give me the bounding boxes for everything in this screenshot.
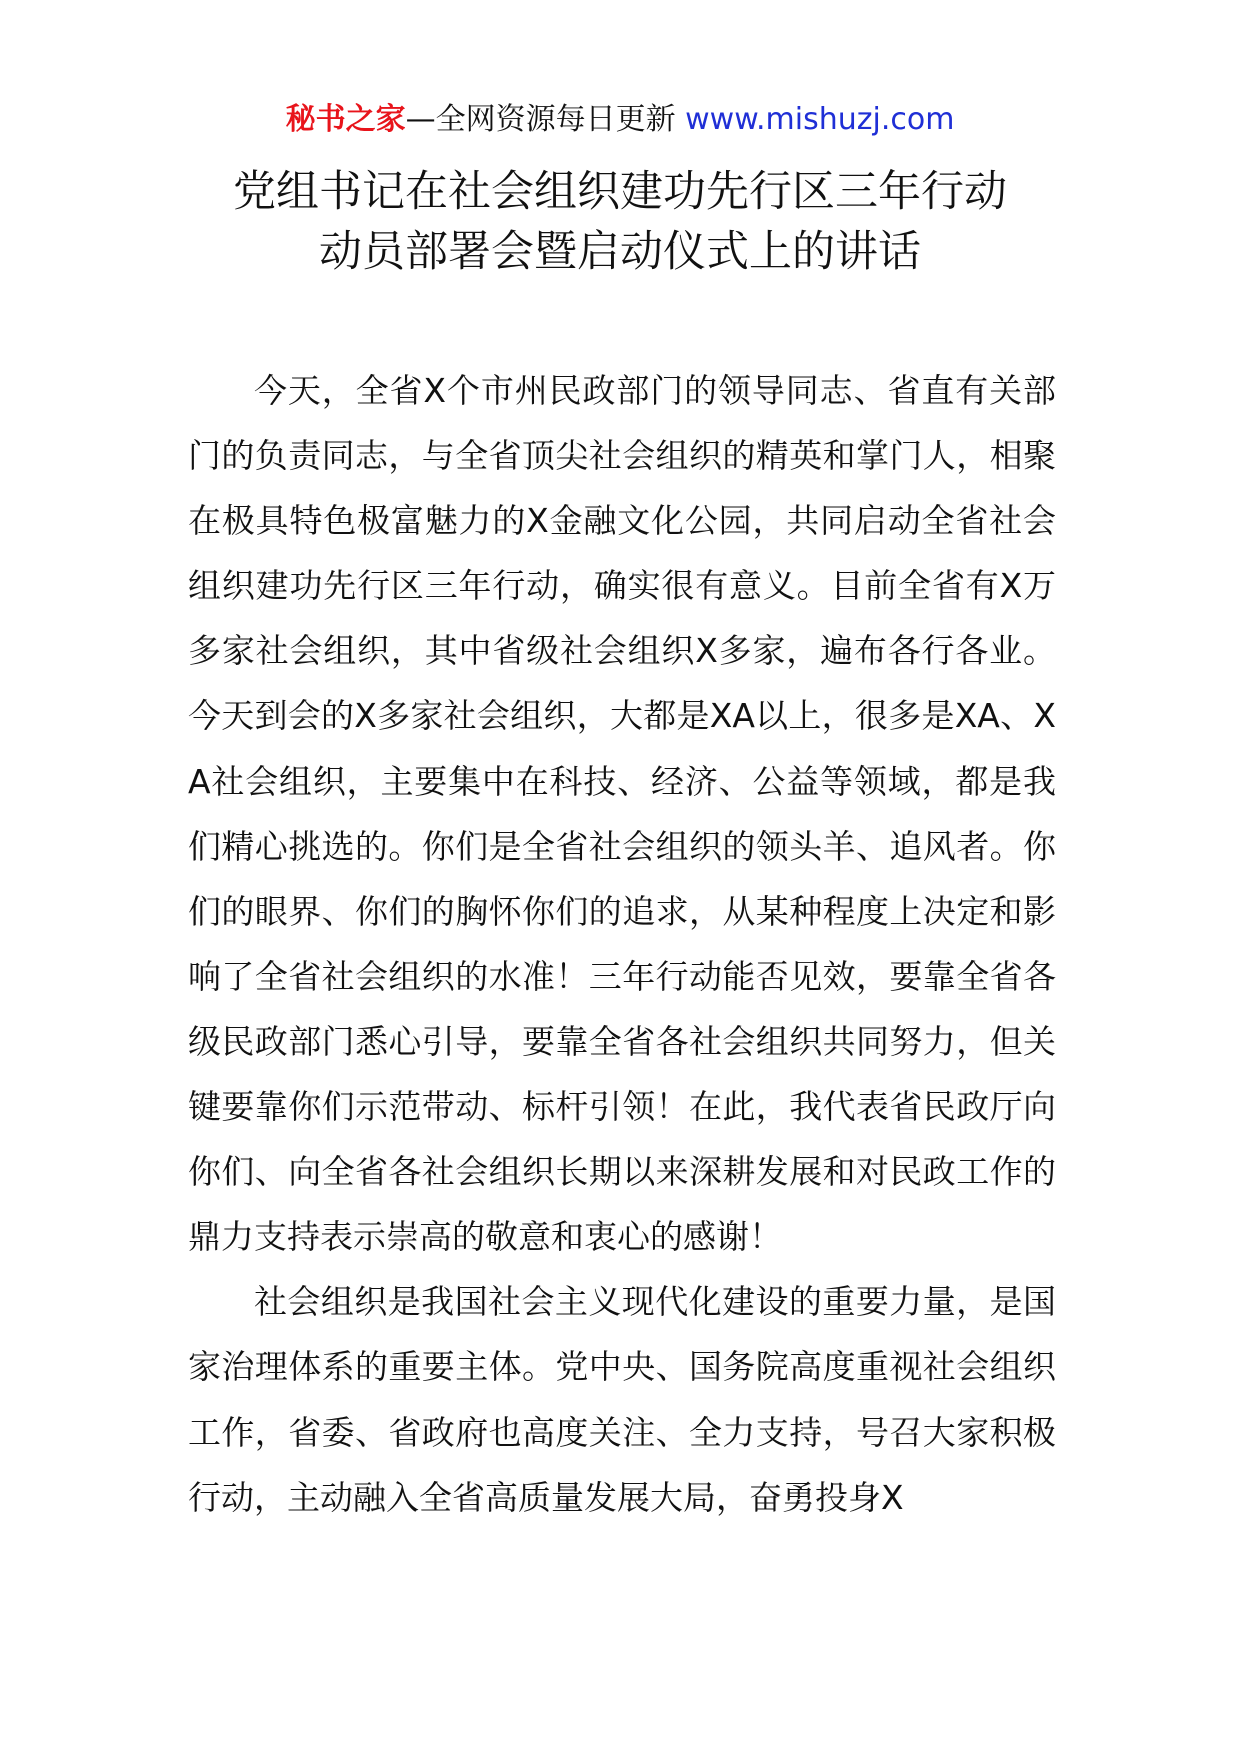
site-url-link[interactable]: www.mishuzj.com [685, 102, 955, 137]
document-body [188, 358, 1056, 1530]
title-line-2: 动员部署会暨启动仪式上的讲话 [319, 227, 921, 277]
body-paragraph-1: 今天，全省X个市州民政部门的领导同志、省直有关部门的负责同志，与全省顶尖社会组织的精英和掌门人，相聚在极具特色极富魅力的X金融文化公园，共同启动全省社会组织建功先行区三年行动，确实很有意义。目前全省有X万多家社会组织，其中省级社会组织X多家，遍布各行各业。今天到会的X多家社会组织，大都是XA以上，很多是XA、XA社会组织，主要集中在科技、经济、公益等领域，都是我们精心挑选的。你们是全省社会组织的领头羊、追风者。你们的眼界、你们的胸怀你们的追求，从某种程度上决定和影响了全省社会组织的水准！三年行动能否见效，要靠全省各级民政部门悉心引导，要靠全省各社会组织共同努力，但关键要靠你们示范带动、标杆引领！在此，我代表省民政厅向你们、向全省各社会组织长期以来深耕发展和对民政工作的鼎力支持表示崇高的敬意和衷心的感谢！ [188, 371, 1056, 1257]
body-paragraph-2: 社会组织是我国社会主义现代化建设的重要力量，是国家治理体系的重要主体。党中央、国务院高度重视社会组织工作，省委、省政府也高度关注、全力支持，号召大家积极行动，主动融入全省高质量发展大局，奋勇投身X [188, 1282, 1056, 1517]
site-header [0, 100, 1240, 140]
title-line-1: 党组书记在社会组织建功先行区三年行动 [233, 167, 1007, 217]
site-brand: 秘书之家 [285, 102, 406, 137]
site-slogan: —全网资源每日更新 [405, 102, 676, 137]
document-title [0, 162, 1240, 282]
